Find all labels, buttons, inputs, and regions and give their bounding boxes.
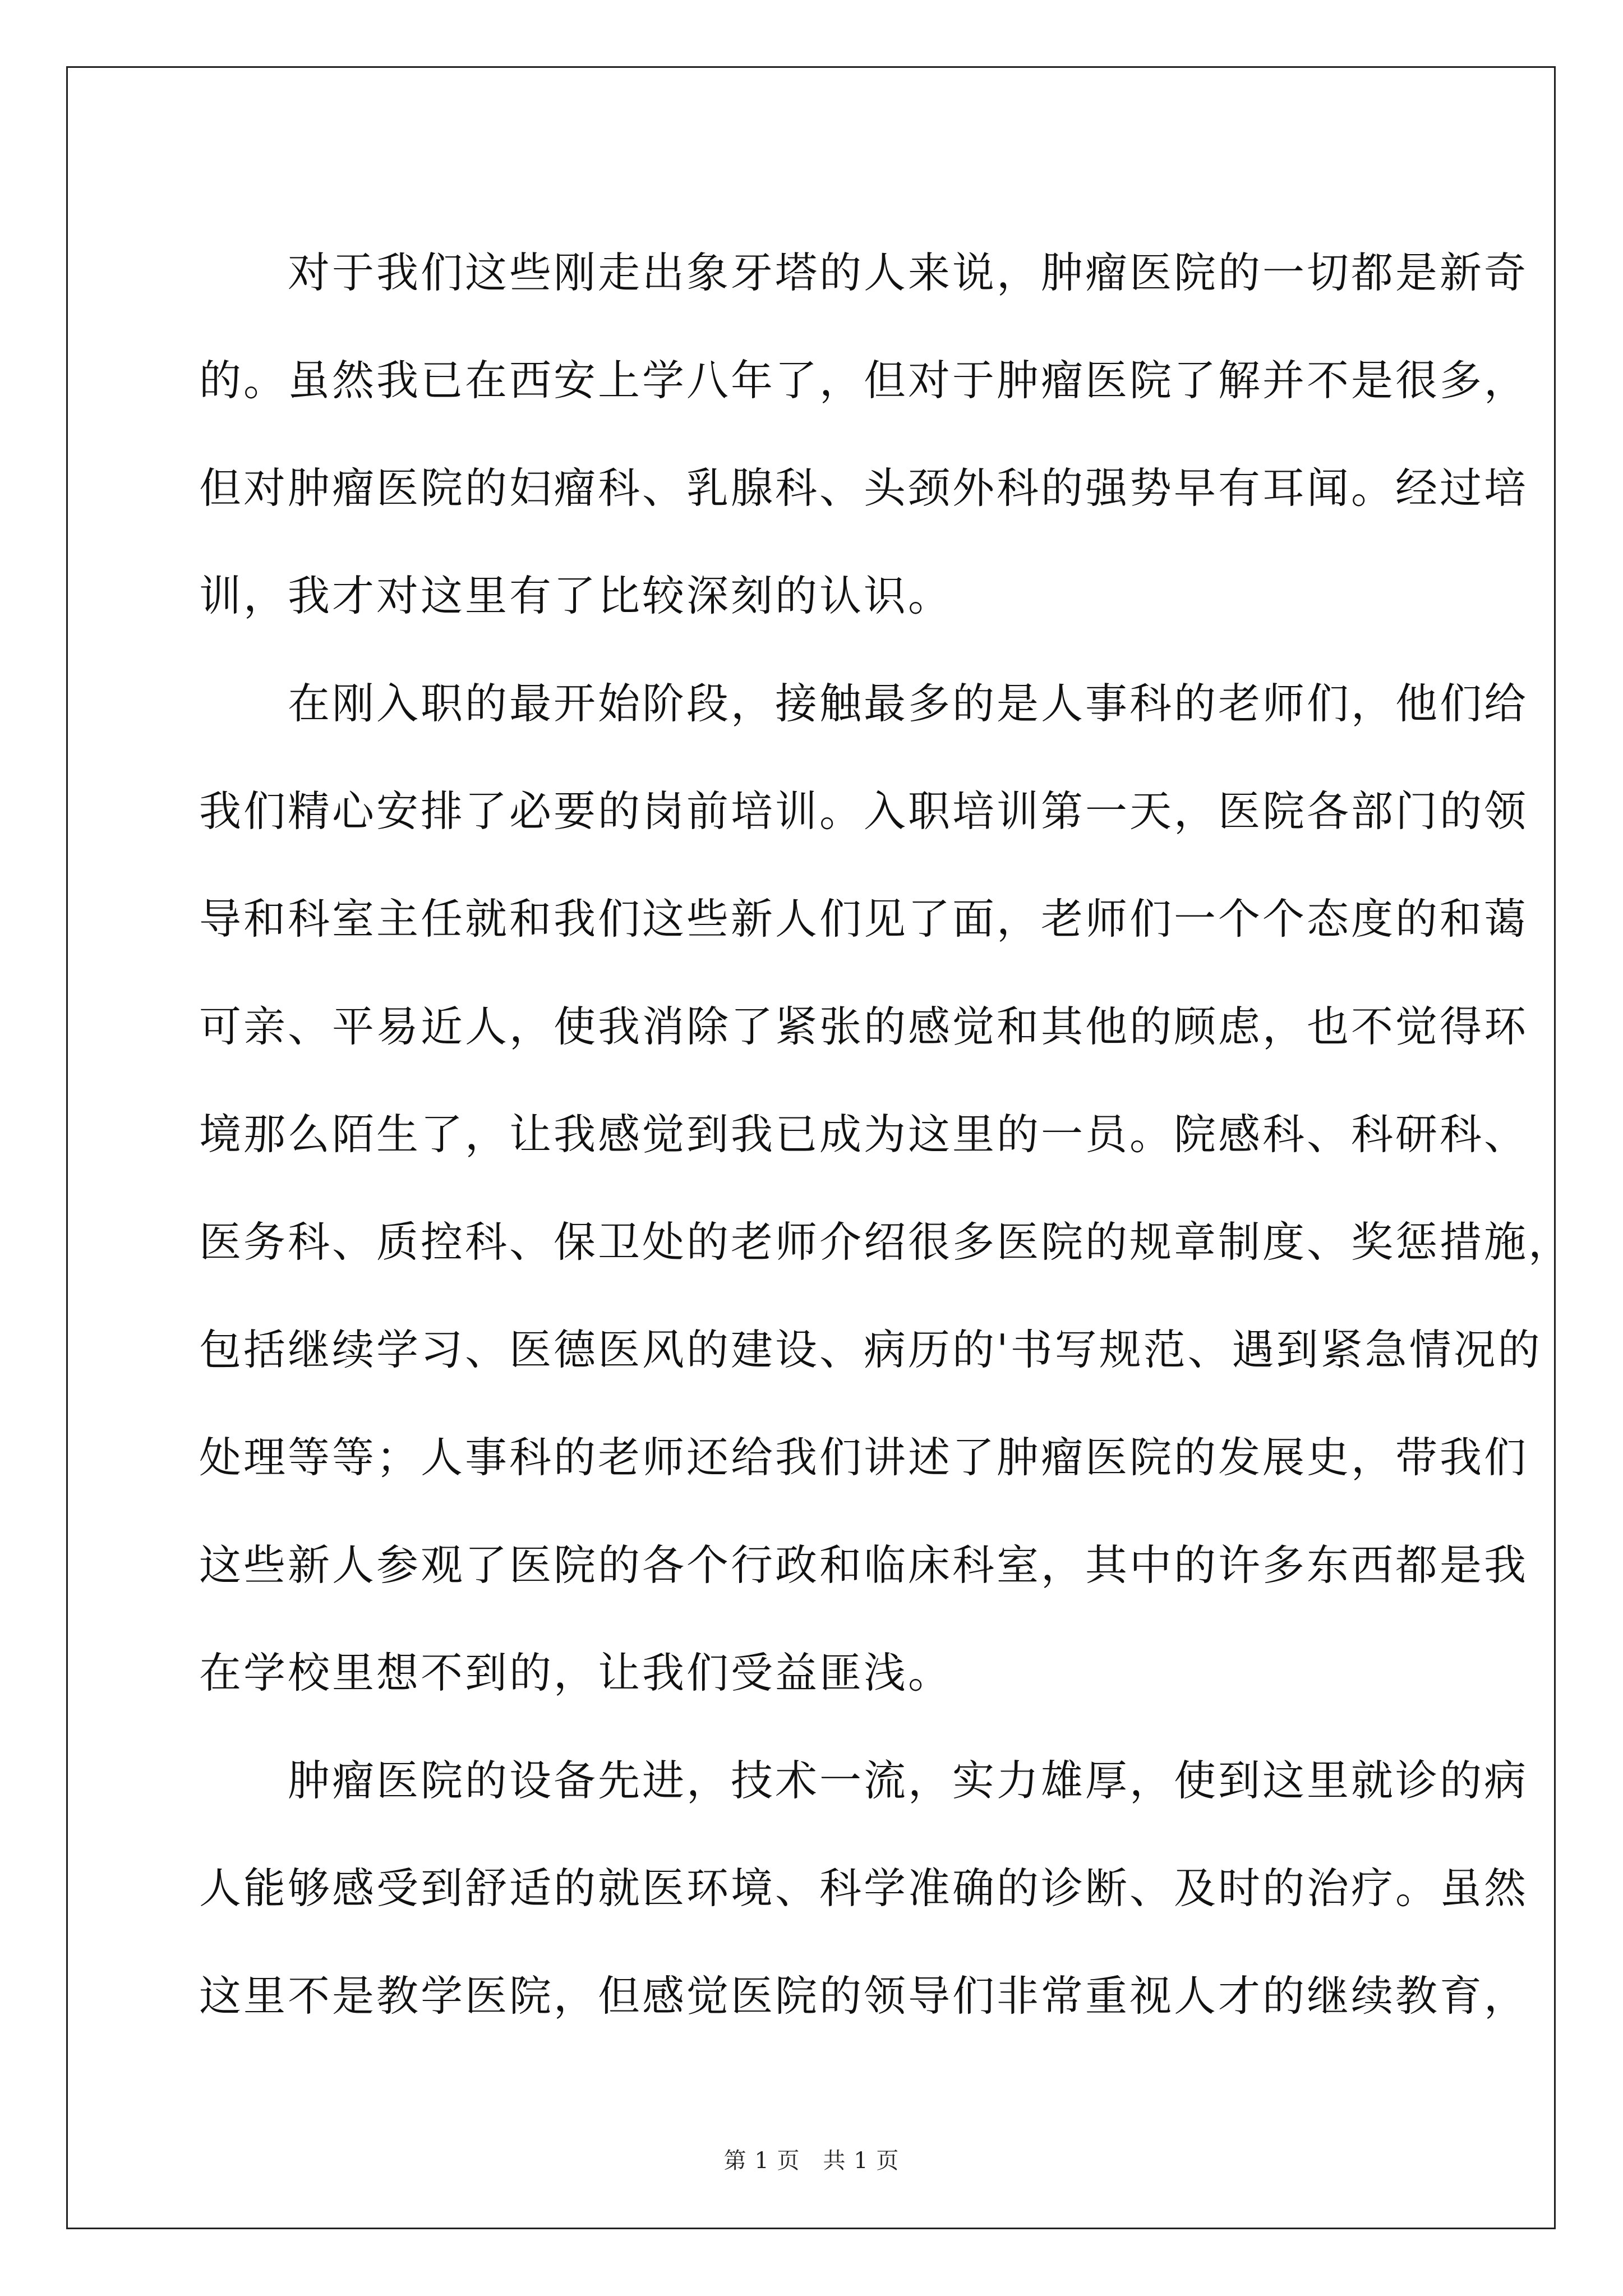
text-line: 导和科室主任就和我们这些新人们见了面，老师们一个个态度的和蔼 — [199, 894, 1529, 944]
text-line: 的。虽然我已在西安上学八年了，但对于肿瘤医院了解并不是很多， — [199, 356, 1529, 405]
text-line: 在刚入职的最开始阶段，接触最多的是人事科的老师们，他们给 — [199, 679, 1529, 728]
text-line: 包括继续学习、医德医风的建设、病历的'书写规范、遇到紧急情况的 — [199, 1325, 1542, 1374]
text-line: 医务科、质控科、保卫处的老师介绍很多医院的规章制度、奖惩措施， — [199, 1217, 1573, 1267]
text-line: 我们精心安排了必要的岗前培训。入职培训第一天，医院各部门的领 — [199, 786, 1529, 836]
text-line: 对于我们这些刚走出象牙塔的人来说，肿瘤医院的一切都是新奇 — [199, 248, 1529, 297]
text-line: 可亲、平易近人，使我消除了紧张的感觉和其他的顾虑，也不觉得环 — [199, 1002, 1529, 1051]
text-line: 这些新人参观了医院的各个行政和临床科室，其中的许多东西都是我 — [199, 1540, 1529, 1590]
text-line: 但对肿瘤医院的妇瘤科、乳腺科、头颈外科的强势早有耳闻。经过培 — [199, 463, 1529, 513]
document-body — [199, 219, 1573, 2050]
text-line: 在学校里想不到的，让我们受益匪浅。 — [199, 1648, 953, 1697]
text-line: 境那么陌生了，让我感觉到我已成为这里的一员。院感科、科研科、 — [199, 1110, 1529, 1159]
text-line: 肿瘤医院的设备先进，技术一流，实力雄厚，使到这里就诊的病 — [199, 1756, 1529, 1805]
text-line: 处理等等；人事科的老师还给我们讲述了肿瘤医院的发展史，带我们 — [199, 1433, 1529, 1482]
text-line: 训，我才对这里有了比较深刻的认识。 — [199, 571, 953, 620]
text-line: 这里不是教学医院，但感觉医院的领导们非常重视人才的继续教育， — [199, 1971, 1529, 2021]
text-line: 人能够感受到舒适的就医环境、科学准确的诊断、及时的治疗。虽然 — [199, 1864, 1529, 1913]
page-number-footer: 第 1 页 共 1 页 — [723, 2148, 900, 2174]
